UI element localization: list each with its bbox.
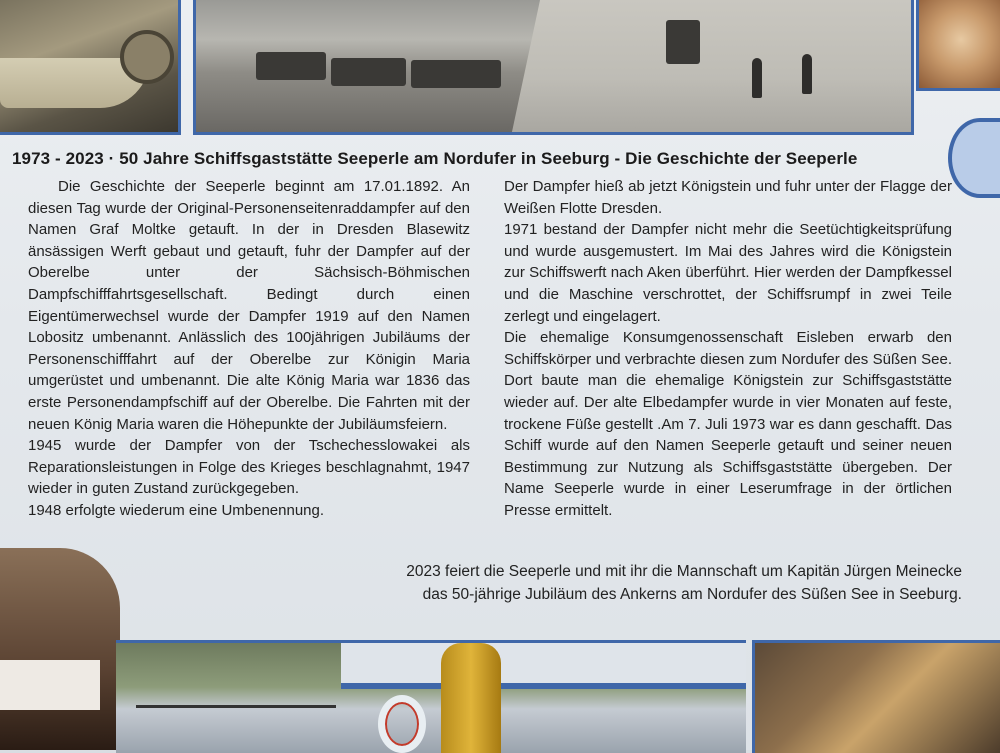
history-column-right [504, 176, 952, 522]
dining-table [0, 660, 100, 710]
beach-chair [666, 20, 700, 64]
bather [752, 58, 762, 98]
history-paragraph: 1945 wurde der Dampfer von der Tschechesslowakei als Reparationsleistungen in Folge des Krieges beschlagnahmt, 1947 wieder in guten Zustand zurückgegeben. [28, 437, 470, 498]
history-paragraph: Die Geschichte der Seeperle beginnt am 17.01.1892. An diesen Tag wurde der Original-Personenseitenraddampfer auf den Namen Graf Moltke getauft. In der in Dresden Blasewitz änsässigen Werft gebaut und getauft, fuhr der Dampfer auf der Oberelbe unter der Sächsisch-Böhmischen Dampfschifffahrtsgesellschaft. Bedingt durch einen Eigentümerwechsel wurde der Dampfer 1919 auf den Namen Lobositz umbenannt. Anlässlich des 100jährigen Jubiläums der Personenschifffahrt auf der Oberelbe zur Königin Maria umgerüstet und umbenannt. Die alte König Maria war 1836 das erste Personendampfschiff auf der Oberelbe. Die Fahrten mit der neuen König Maria waren die Höhepunkte der Jubiläumsfeiern. [28, 178, 470, 433]
ship-restaurant-photo [116, 640, 746, 753]
bather [802, 54, 812, 94]
history-paragraph: Der Dampfer hieß ab jetzt Königstein und fuhr unter der Flagge der Weißen Flotte Dresden. [504, 178, 952, 217]
historic-beach-photo [193, 0, 914, 135]
food-photo [916, 0, 1000, 91]
history-paragraph: 1971 bestand der Dampfer nicht mehr die Seetüchtigkeitsprüfung und wurde ausgemustert. Im Mai des Jahres wird die Königstein zur Schiffswerft nach Aken überführt. Hier werden der Dampfkessel und die Maschine verschrottet, der Schiffsrumpf in zwei Teile zerlegt und eingelagert. [504, 221, 952, 325]
pedal-boat [411, 60, 501, 88]
closing-line: das 50-jährige Jubiläum des Ankerns am Nordufer des Süßen See in Seeburg. [422, 586, 962, 603]
closing-line: 2023 feiert die Seeperle und mit ihr die Mannschaft um Kapitän Jürgen Meinecke [406, 563, 962, 580]
beach-sand [512, 0, 914, 132]
paddle-wheel [120, 30, 174, 84]
restaurant-interior-photo [0, 548, 120, 750]
history-paragraph: 1948 erfolgte wiederum eine Umbenennung. [28, 501, 325, 519]
history-paragraph: Die ehemalige Konsumgenossenschaft Eisleben erwarb den Schiffskörper und verbrachte diesen zum Nordufer des Süßen See. Dort baute man die ehemalige Königstein zur Schiffsgaststätte wieder auf. Der alte Elbedampfer wurde in vier Monaten auf feste, trockene Füße gestellt .Am 7. Juli 1973 war es dann geschafft. Das Schiff wurde auf den Namen Seeperle getauft und seiner neuen Bestimmung zur Nutzung als Schiffsgaststätte übergeben. Der Name Seeperle wurde in einer Leserumfrage in der örtlichen Presse ermittelt. [504, 329, 952, 519]
board-title: 1973 - 2023 · 50 Jahre Schiffsgaststätte Seeperle am Nordufer in Seeburg - Die Geschichte der Seeperle [12, 149, 858, 168]
quote-mark-decoration [948, 118, 1000, 198]
decor-photo [752, 640, 1000, 753]
canopy-roof [341, 643, 746, 689]
deck-railing [136, 705, 336, 708]
historic-steamer-photo [0, 0, 181, 135]
pedal-boat [256, 52, 326, 80]
history-column-left [28, 176, 470, 522]
pedal-boat [331, 58, 406, 86]
closing-statement [300, 560, 962, 606]
life-buoy [378, 695, 426, 753]
parasol [441, 643, 501, 753]
